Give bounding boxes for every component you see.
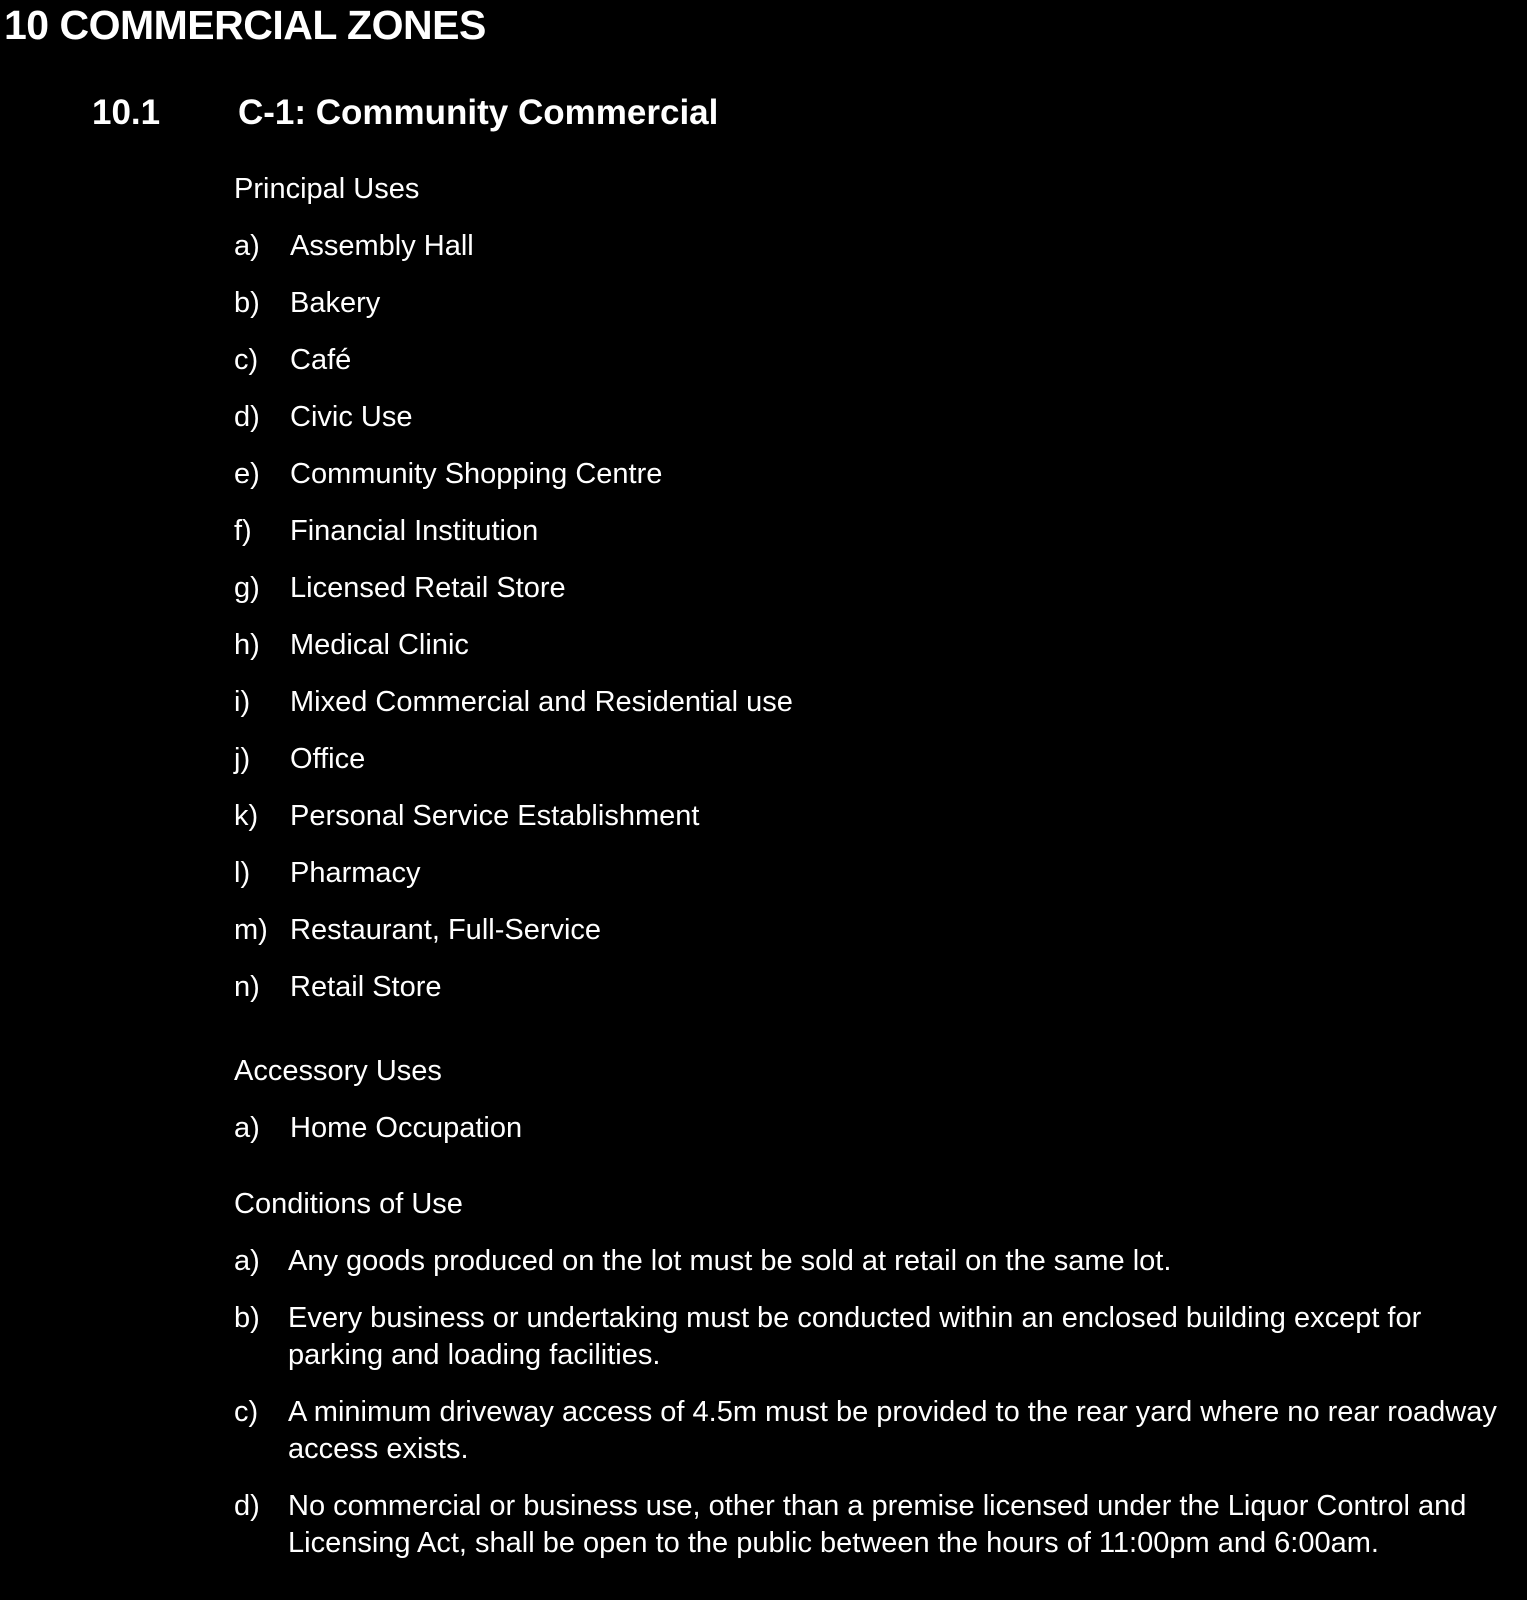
accessory-uses-heading: Accessory Uses [234,1055,442,1087]
list-item-text: Home Occupation [290,1112,523,1144]
list-item [234,683,793,740]
list-marker: m) [234,914,268,946]
list-item-text: Any goods produced on the lot must be sold at retail on the same lot. [288,1245,1172,1277]
list-item [234,1300,1514,1374]
list-item-text: Assembly Hall [290,230,474,262]
list-marker: d) [234,401,260,433]
list-marker: l) [234,857,251,889]
list-item [234,1488,1514,1562]
accessory-uses-list [234,1109,522,1166]
list-item-text: Medical Clinic [290,629,469,661]
list-item-text: Restaurant, Full-Service [290,914,602,946]
list-item-text: Financial Institution [290,515,539,547]
list-item-text: A minimum driveway access of 4.5m must be provided to the rear yard where no rear roadway access exists. [288,1396,1497,1465]
section-heading [92,88,718,138]
list-marker: k) [234,800,259,832]
list-marker: h) [234,629,260,661]
section-number: 10.1 [92,93,161,132]
list-item [234,854,793,911]
list-item [234,341,793,398]
list-item [234,1109,522,1166]
list-marker: a) [234,230,260,262]
list-marker: a) [234,1112,260,1144]
list-item [234,227,793,284]
list-item-text: Retail Store [290,971,442,1003]
list-marker: g) [234,572,260,604]
list-item [234,569,793,626]
list-item-text: Civic Use [290,401,413,433]
principal-uses-heading: Principal Uses [234,173,420,205]
list-marker: c) [234,344,259,376]
list-marker: c) [234,1396,259,1428]
list-item [234,455,793,512]
list-item-text: Pharmacy [290,857,421,889]
list-marker: n) [234,971,260,1003]
list-item [234,797,793,854]
list-marker: b) [234,1302,260,1334]
list-item [234,740,793,797]
list-item [234,512,793,569]
list-item [234,1243,1514,1280]
list-item [234,911,793,968]
list-marker: d) [234,1490,260,1522]
list-marker: i) [234,686,251,718]
list-item-text: No commercial or business use, other than a premise licensed under the Liquor Control and Licensing Act, shall be open to the public between the hours of 11:00pm and 6:00am. [288,1490,1467,1559]
list-item-text: Café [290,344,352,376]
list-item [234,968,793,1025]
list-marker: f) [234,515,252,547]
conditions-of-use-heading: Conditions of Use [234,1188,463,1220]
conditions-of-use-list [234,1243,1514,1582]
list-marker: e) [234,458,260,490]
list-item [234,1394,1514,1468]
list-item [234,284,793,341]
list-item-text: Bakery [290,287,381,319]
list-item [234,398,793,455]
list-item-text: Licensed Retail Store [290,572,566,604]
section-title: C-1: Community Commercial [238,93,719,132]
list-item-text: Mixed Commercial and Residential use [290,686,793,718]
list-item-text: Community Shopping Centre [290,458,663,490]
list-marker: a) [234,1245,260,1277]
chapter-title: 10 COMMERCIAL ZONES [4,2,486,48]
list-item-text: Personal Service Establishment [290,800,700,832]
list-marker: b) [234,287,260,319]
list-marker: j) [234,743,251,775]
list-item-text: Office [290,743,366,775]
principal-uses-list [234,227,793,1025]
list-item-text: Every business or undertaking must be conducted within an enclosed building except for parking and loading facilities. [288,1302,1422,1371]
list-item [234,626,793,683]
